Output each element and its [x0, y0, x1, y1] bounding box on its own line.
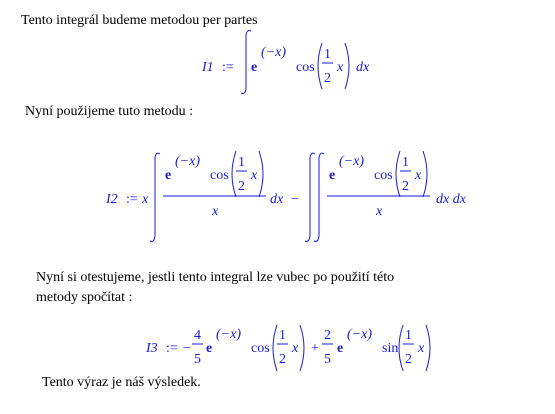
i3-plus: + — [311, 341, 319, 356]
i2-exponent: (−x) — [175, 154, 200, 169]
i2-cos-2: cos — [374, 168, 393, 183]
i3-coef2-num: 2 — [324, 328, 331, 343]
i3-sin: sin — [382, 341, 399, 356]
i3-coef1-num: 4 — [194, 328, 201, 343]
i3-e: e — [206, 341, 213, 356]
i2-denominator-x: x — [212, 204, 219, 219]
i3-name: I3 — [146, 341, 158, 356]
i2-exponent-2: (−x) — [339, 154, 364, 169]
i2-x: x — [142, 192, 149, 207]
i3-x: x — [292, 341, 299, 356]
text-result: Tento výraz je náš výsledek. — [42, 375, 201, 390]
i1-dx: dx — [356, 60, 370, 75]
i3-e-2: e — [337, 341, 344, 356]
i2-denominator-x-2: x — [376, 204, 383, 219]
i2-x-arg-2: x — [415, 168, 422, 183]
i1-e: e — [251, 60, 258, 75]
i2-frac-den: 2 — [238, 179, 245, 194]
i1-name: I1 — [202, 60, 214, 75]
i1-frac-den: 2 — [324, 71, 331, 86]
i2-frac-den-2: 2 — [402, 179, 409, 194]
i1-x: x — [337, 60, 344, 75]
i3-coef2-den: 5 — [324, 352, 331, 367]
i2-x-arg: x — [251, 168, 258, 183]
i3-x-2: x — [418, 341, 425, 356]
i2-dx: dx — [270, 192, 284, 207]
i2-assign: := — [126, 192, 138, 207]
i3-cos: cos — [251, 341, 270, 356]
i1-frac-num: 1 — [324, 47, 331, 62]
text-apply-method: Nyní použijeme tuto metodu : — [25, 104, 193, 119]
i1-assign: := — [222, 60, 234, 75]
i2-name: I2 — [106, 192, 118, 207]
i3-assign: := — [166, 341, 178, 356]
right-paren-icon — [426, 325, 430, 371]
i2-cos: cos — [210, 168, 229, 183]
i2-frac-num: 1 — [238, 155, 245, 170]
i2-minus: − — [291, 192, 299, 207]
i2-frac-num-2: 1 — [402, 155, 409, 170]
text-intro-per-partes: Tento integrál budeme metodou per partes — [21, 13, 258, 28]
i3-exponent-2: (−x) — [347, 327, 372, 342]
i3-minus: − — [183, 341, 191, 356]
i2-dxdx: dx dx — [436, 192, 466, 207]
i1-exponent: (−x) — [261, 45, 286, 60]
i3-frac-den: 2 — [279, 352, 286, 367]
i3-exponent: (−x) — [216, 327, 241, 342]
i3-frac-den-2: 2 — [405, 352, 412, 367]
i2-e-2: e — [329, 168, 336, 183]
i2-e: e — [165, 168, 172, 183]
i3-frac-num: 1 — [279, 328, 286, 343]
i3-frac-num-2: 1 — [405, 328, 412, 343]
left-paren-icon — [273, 325, 277, 371]
i3-coef1-den: 5 — [194, 352, 201, 367]
text-test-integral-line1: Nyní si otestujeme, jestli tento integral lze vubec po použití této — [36, 270, 395, 285]
i1-cos: cos — [296, 60, 315, 75]
right-paren-icon — [300, 325, 304, 371]
left-paren-icon — [399, 325, 403, 371]
text-test-integral-line2: metody spočítat : — [36, 290, 133, 305]
